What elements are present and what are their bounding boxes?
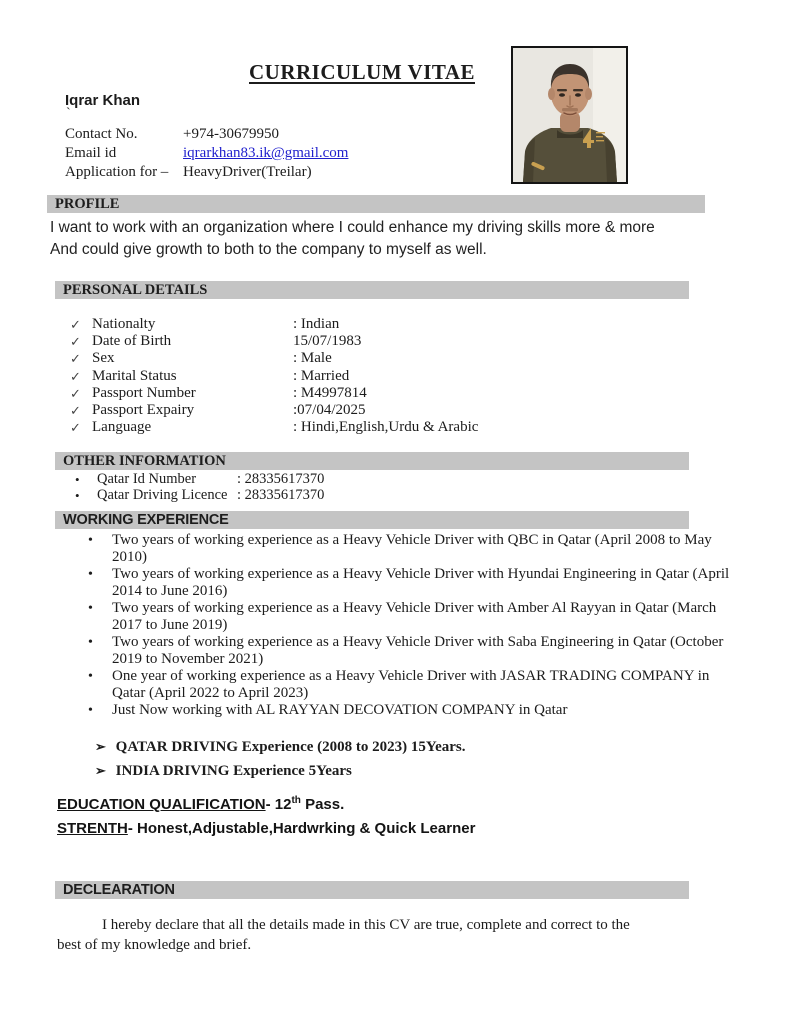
experience-item: • Two years of working experience as a Heavy Vehicle Driver with Saba Engineering in Qatar (October 2019 to November 2021) bbox=[88, 634, 724, 668]
contact-phone-value: +974-30679950 bbox=[183, 126, 279, 142]
list-item: • Qatar Id Number : 28335617370 bbox=[75, 471, 325, 488]
contact-row-email bbox=[65, 144, 348, 163]
bullet-icon: • bbox=[88, 669, 93, 685]
list-item: ✓ Sex : Male bbox=[70, 350, 332, 367]
education-label: EDUCATION QUALIFICATION bbox=[57, 796, 266, 814]
contact-email-label: Email id bbox=[65, 145, 117, 161]
check-icon: ✓ bbox=[70, 351, 81, 367]
document-body bbox=[0, 195, 791, 955]
bullet-icon: • bbox=[75, 472, 80, 488]
contact-phone-label: Contact No. bbox=[65, 126, 138, 142]
profile-line-2: And could give growth to both to the company to myself as well. bbox=[50, 241, 487, 258]
strength-label: STRENTH bbox=[57, 820, 128, 838]
arrow-bullet-icon: ➢ bbox=[95, 739, 106, 755]
section-heading-profile: PROFILE bbox=[47, 195, 705, 213]
check-icon: ✓ bbox=[70, 403, 81, 419]
list-item: ✓ Marital Status : Married bbox=[70, 367, 350, 384]
strength-line bbox=[57, 820, 791, 837]
check-icon: ✓ bbox=[70, 317, 81, 332]
other-information-list bbox=[75, 472, 791, 503]
list-item: ✓ Language : Hindi,English,Urdu & Arabic bbox=[70, 419, 479, 436]
section-heading-personal-details: PERSONAL DETAILS bbox=[55, 281, 689, 299]
contact-application-label: Application for – bbox=[65, 164, 169, 180]
list-item: ✓ Passport Number : M4997814 bbox=[70, 384, 367, 401]
portrait-illustration bbox=[513, 48, 626, 182]
bullet-icon: • bbox=[88, 533, 93, 549]
education-rest: Pass. bbox=[300, 796, 345, 814]
bullet-icon: • bbox=[88, 703, 93, 719]
profile-paragraph bbox=[50, 217, 740, 261]
education-grade: - 12 bbox=[265, 796, 292, 814]
list-item: ✓ Nationalty : Indian bbox=[70, 316, 340, 332]
bullet-icon: • bbox=[75, 487, 80, 503]
education-qualification-line bbox=[57, 795, 791, 813]
contact-application-value: HeavyDriver(Treilar) bbox=[183, 164, 312, 180]
check-icon: ✓ bbox=[70, 420, 81, 436]
declaration-paragraph: I hereby declare that all the details made in this CV are true, complete and correct to the best of my knowledge and brief. bbox=[57, 917, 630, 954]
experience-item: • Just Now working with AL RAYYAN DECOVATION COMPANY in Qatar bbox=[88, 702, 568, 719]
experience-item: • Two years of working experience as a Heavy Vehicle Driver with Hyundai Engineering in Qatar (April 2014 to June 2016) bbox=[88, 566, 730, 600]
candidate-name: Iqrar Khan bbox=[65, 92, 141, 109]
profile-line-1: I want to work with an organization where I could enhance my driving skills more & more bbox=[50, 219, 655, 236]
experience-item: • One year of working experience as a Heavy Vehicle Driver with JASAR TRADING COMPANY in Qatar (April 2022 to April 2023) bbox=[88, 668, 710, 702]
working-experience-list bbox=[88, 532, 738, 719]
section-heading-declaration: DECLEARATION bbox=[55, 881, 689, 899]
contact-block bbox=[65, 125, 348, 182]
check-icon: ✓ bbox=[70, 334, 81, 350]
page-title-text: CURRICULUM VITAE bbox=[249, 60, 475, 84]
section-heading-working-experience: WORKING EXPERIENCE bbox=[55, 511, 689, 529]
check-icon: ✓ bbox=[70, 368, 81, 384]
bullet-icon: • bbox=[88, 567, 93, 583]
email-link[interactable]: iqrarkhan83.ik@gmail.com bbox=[183, 145, 349, 161]
candidate-photo bbox=[511, 46, 628, 184]
highlight-item: ➢ QATAR DRIVING Experience (2008 to 2023) 15Years. bbox=[95, 739, 466, 756]
contact-row-phone bbox=[65, 125, 348, 144]
name-mark: ` bbox=[66, 106, 71, 121]
personal-details-list bbox=[70, 316, 791, 436]
check-icon: ✓ bbox=[70, 385, 81, 401]
strength-values: - Honest,Adjustable,Hardwrking & Quick Learner bbox=[127, 820, 476, 838]
list-item: ✓ Passport Expairy :07/04/2025 bbox=[70, 402, 366, 419]
education-ordinal-suffix: th bbox=[291, 795, 301, 807]
highlight-item: ➢ INDIA DRIVING Experience 5Years bbox=[95, 763, 352, 780]
bullet-icon: • bbox=[88, 635, 93, 651]
experience-item: • Two years of working experience as a Heavy Vehicle Driver with Amber Al Rayyan in Qatar (March 2017 to June 2019) bbox=[88, 600, 717, 634]
experience-item: • Two years of working experience as a Heavy Vehicle Driver with QBC in Qatar (April 2008 to May 2010) bbox=[88, 532, 712, 566]
section-heading-other-information: OTHER INFORMATION bbox=[55, 452, 689, 470]
bullet-icon: • bbox=[88, 601, 93, 617]
contact-row-application bbox=[65, 163, 348, 182]
arrow-bullet-icon: ➢ bbox=[95, 763, 106, 779]
driving-experience-highlights bbox=[95, 735, 791, 783]
list-item: ✓ Date of Birth 15/07/1983 bbox=[70, 333, 362, 350]
list-item: • Qatar Driving Licence : 28335617370 bbox=[75, 486, 325, 503]
